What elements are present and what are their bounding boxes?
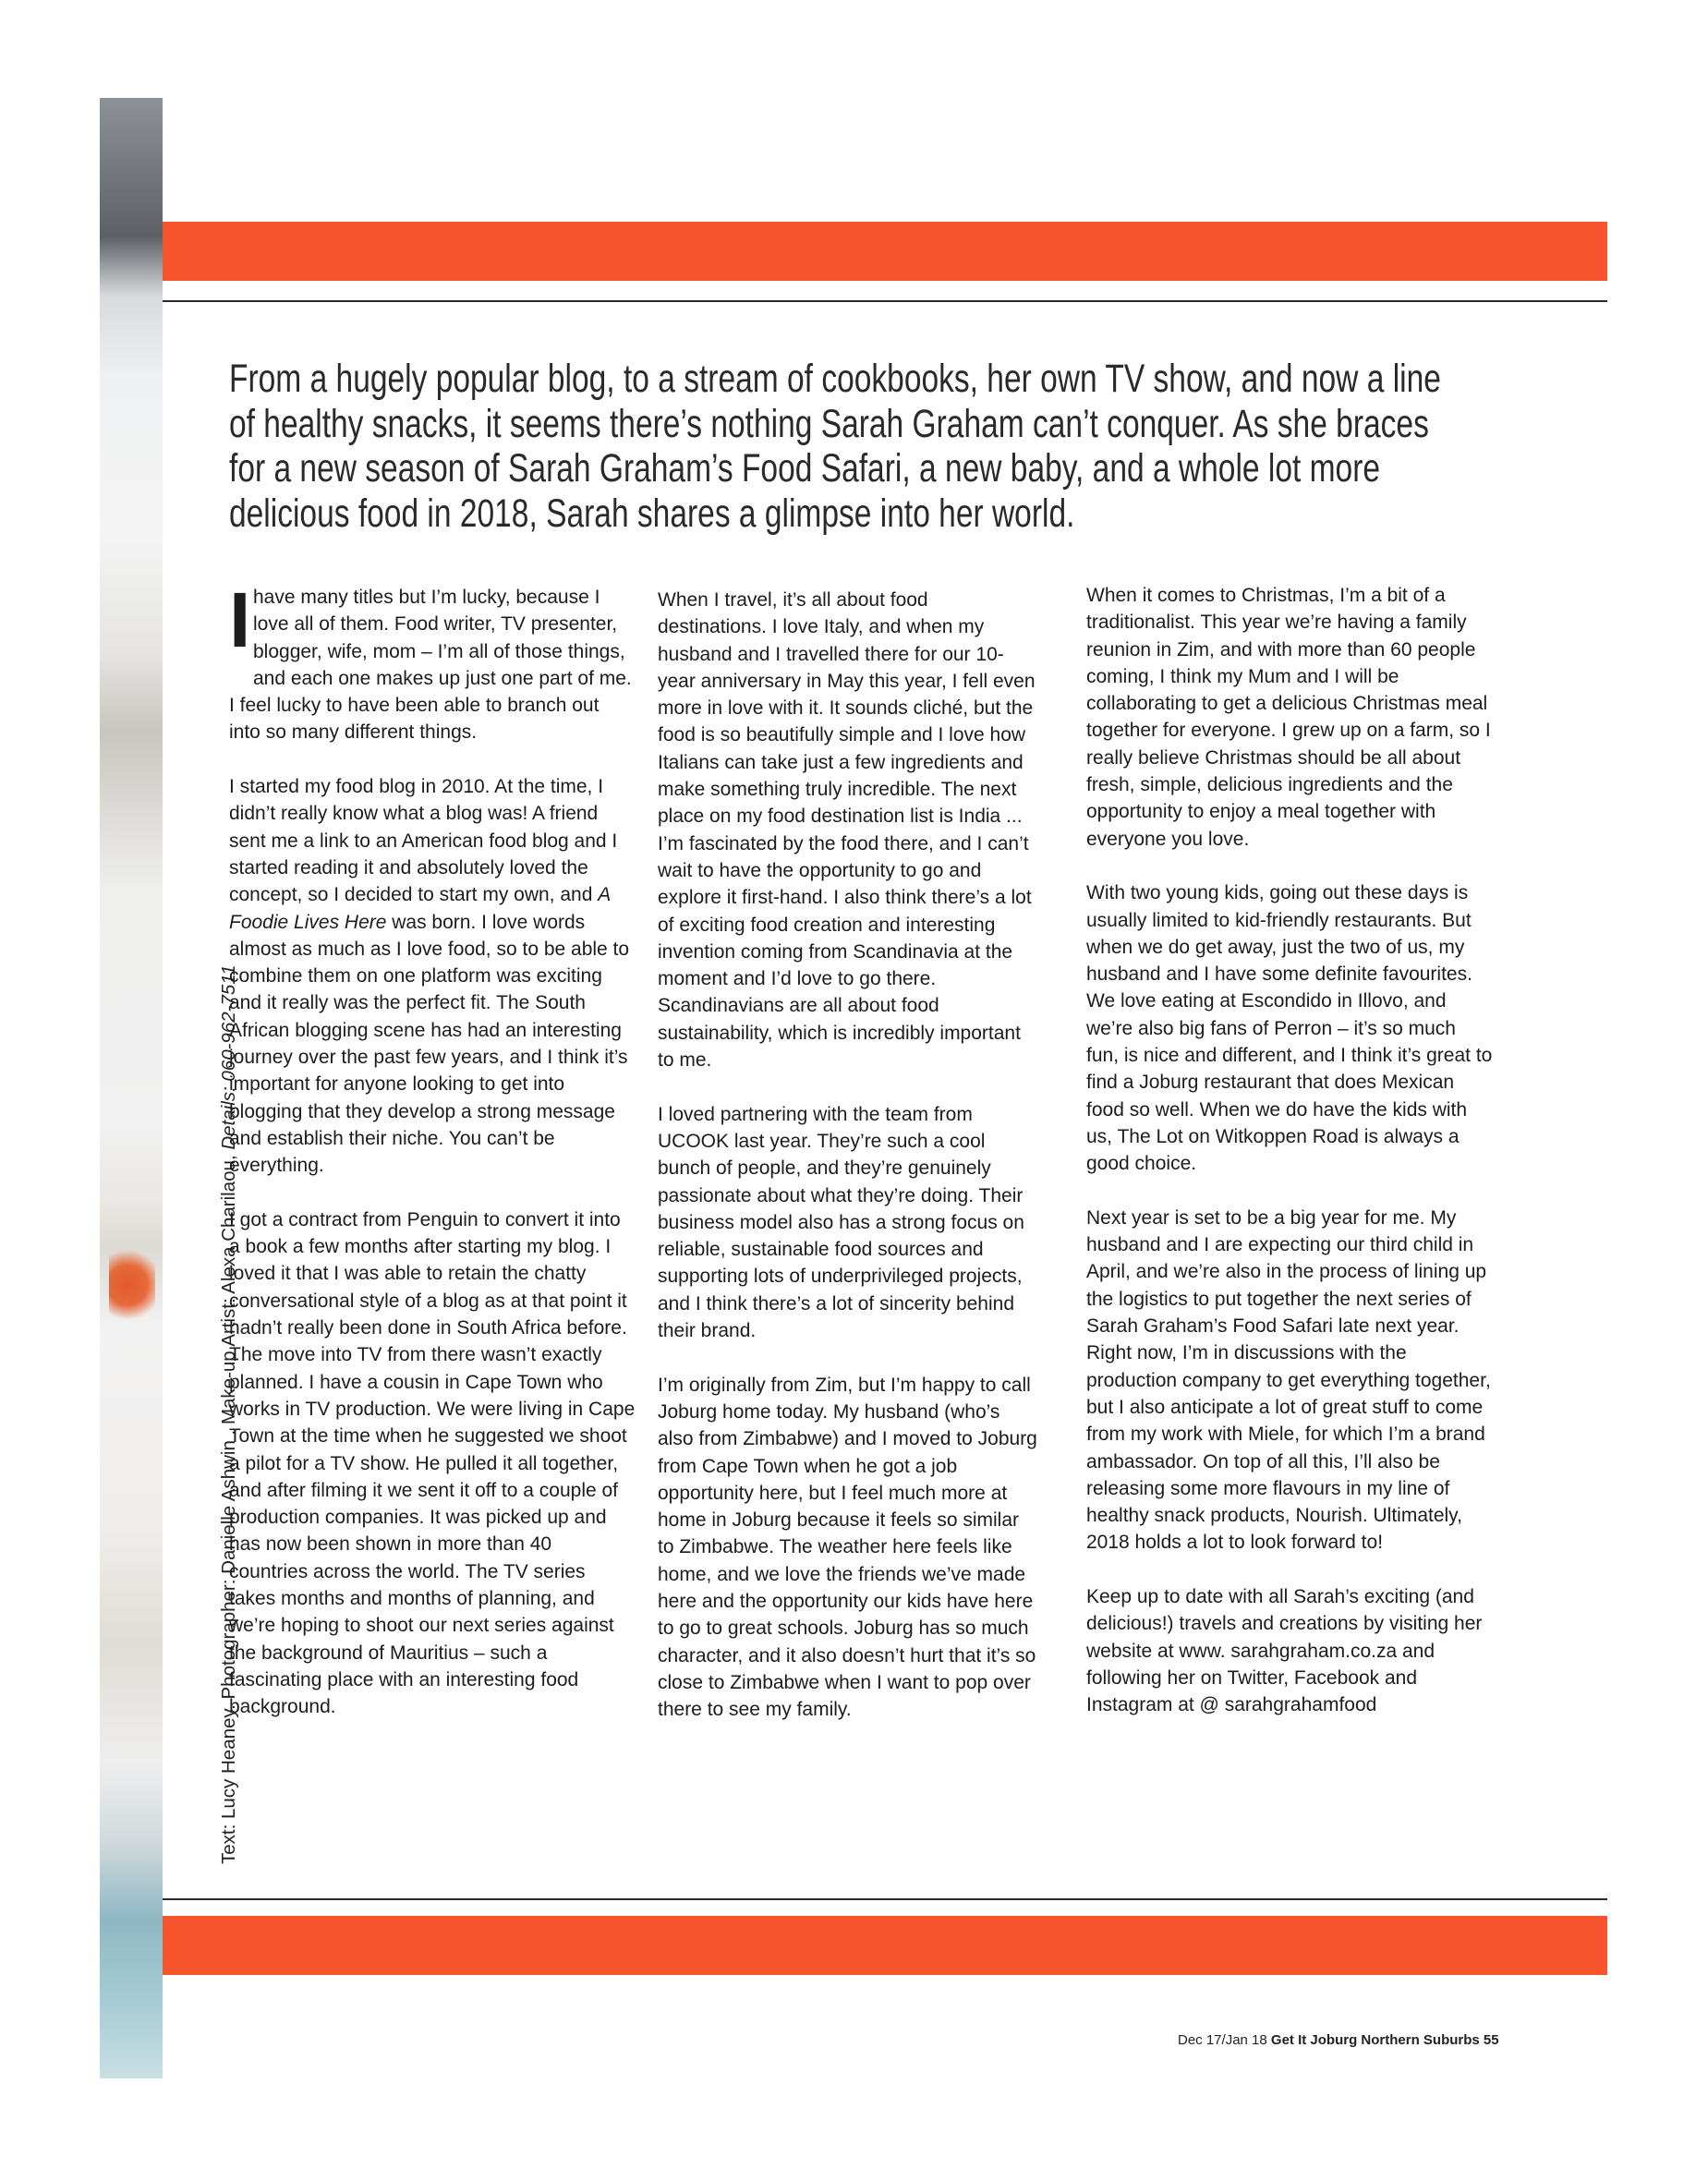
paragraph xyxy=(229,773,636,1179)
blog-title: A Foodie Lives Here xyxy=(229,884,611,933)
intro-standfirst: From a hugely popular blog, to a stream of cookbooks, her own TV show, and now a line of healthy snacks, it seems there’s nothing Sarah Graham can’t conquer. As she braces for a new season of Sarah Graham’s Food Safari, a new baby, and a whole lot more delicious food in 2018, Sarah shares a glimpse into her world. xyxy=(229,357,1441,536)
bottom-rule xyxy=(163,1898,1607,1900)
paragraph-text: have many titles but I’m lucky, because I love all of them. Food writer, TV presenter, blogger, wife, mom – I’m all of those things, and each one makes up just one part of me. I feel lucky to have been able to branch out into so many different things. xyxy=(229,587,632,744)
credit-text: Text: Lucy Heaney. Photographer: Danielle Ashwin . Make-up Artist: Alexa Charilaou, xyxy=(218,1155,239,1864)
credit-details: Details: 060-962-7511 xyxy=(218,964,239,1150)
paragraph-text: I started my food blog in 2010. At the time, I didn’t really know what a blog was! A friend sent me a link to an American food blog and I started reading it and absolutely loved the concept, so I decided to start my own, and xyxy=(229,776,618,906)
paragraph: Next year is set to be a big year for me. My husband and I are expecting our third child in April, and we’re also in the process of lining up the logistics to put together the next series of Sarah Graham’s Food Safari late next year. Right now, I’m in discussions with the production company to get everything together, but I also anticipate a lot of great stuff to come from my work with Miele, for which I’m a brand ambassador. On top of all this, I’ll also be releasing some more flavours in my line of healthy snack products, Nourish. Ultimately, 2018 holds a lot to look forward to! xyxy=(1086,1206,1491,1554)
page-footer xyxy=(1178,2032,1499,2048)
column-1 xyxy=(229,576,636,1748)
top-rule xyxy=(163,300,1607,302)
column-2 xyxy=(658,587,1038,1751)
paragraph: I loved partnering with the team from UCOOK last year. They’re such a cool bunch of people, and they’re genuinely passionate about what they’re doing. Their business model also has a strong focus on reliable, sustainable food sources and supporting lots of underprivileged projects, and I think there’s a lot of sincerity behind their brand. xyxy=(658,1103,1024,1342)
paragraph: When it comes to Christmas, I’m a bit of a traditionalist. This year we’re having a family reunion in Zim, and with more than 60 people coming, I think my Mum and I will be collaborating to get a delicious Christmas meal together for everyone. I grew up on a farm, so I really believe Christmas should be all about fresh, simple, delicious ingredients and the opportunity to enjoy a meal together with everyone you love. xyxy=(1086,585,1491,850)
paragraph: When I travel, it’s all about food destinations. I love Italy, and when my husband and I travelled there for our 10-year anniversary in May this year, I fell even more in love with it. It sounds cliché, but the food is so beautifully simple and I love how Italians can take just a few ingredients and make something truly incredible. The next place on my food destination list is India ... I’m fascinated by the food there, and I can’t wait to have the opportunity to go and explore it first-hand. I also think there’s a lot of exciting food creation and interesting invention coming from Scandinavia at the moment and I’d love to go there. Scandinavians are all about food sustainability, which is incredibly important to me. xyxy=(658,589,1036,1072)
paragraph: With two young kids, going out these days is usually limited to kid-friendly restaurants. But when we do get away, just the two of us, my husband and I have some definite favourites. We love eating at Escondido in Illovo, and we’re also big fans of Perron – it’s so much fun, is nice and different, and I think it’s great to find a Joburg restaurant that does Mexican food so well. When we do have the kids with us, The Lot on Witkoppen Road is always a good choice. xyxy=(1086,882,1493,1175)
photo-accent xyxy=(109,1243,155,1327)
paragraph xyxy=(229,576,636,746)
paragraph: I got a contract from Penguin to convert it into a book a few months after starting my blog. I loved it that I was able to retain the chatty conversational style of a blog as at that point it hadn’t really been done in South Africa before. The move into TV from there wasn’t exactly planned. I have a cousin in Cape Town who works in TV production. We were living in Cape Town at the time when he suggested we shoot a pilot for a TV show. He pulled it all together, and after filming it we sent it off to a couple of production companies. It was picked up and has now been shown in more than 40 countries across the world. The TV series takes months and months of planning, and we’re hoping to shoot our next series against the background of Mauritius – such a fascinating place with an interesting food background. xyxy=(229,1208,636,1718)
paragraph-text: was born. I love words almost as much as I love food, so to be able to combine them on one platform was exciting and it really was the perfect fit. The South African blogging scene has had an interesting journey over the past few years, and I think it’s important for anyone looking to get into blogging that they develop a strong message and establish their niche. You can’t be everything. xyxy=(229,911,630,1177)
footer-publication: Get It Joburg Northern Suburbs xyxy=(1270,2032,1480,2048)
page-number: 55 xyxy=(1483,2032,1499,2048)
column-3 xyxy=(1086,582,1493,1746)
paragraph: I’m originally from Zim, but I’m happy to call Joburg home today. My husband (who’s also from Zimbabwe) and I moved to Joburg from Cape Town when he got a job opportunity here, but I feel much more at home in Joburg because it feels so similar to Zimbabwe. The weather here feels like home, and we love the friends we’ve made here and the opportunity our kids have here to go to great schools. Joburg has so much character, and it also doesn’t hurt that it’s so close to Zimbabwe when I want to pop over there to see my family. xyxy=(658,1374,1037,1721)
drop-cap: I xyxy=(229,576,251,663)
footer-issue: Dec 17/Jan 18 xyxy=(1178,2032,1267,2048)
paragraph: Keep up to date with all Sarah’s exciting (and delicious!) travels and creations by visiting her website at www. sarahgraham.co.za and following her on Twitter, Facebook and Instagram at @ sarahgrahamfood xyxy=(1086,1585,1483,1716)
bottom-accent-band xyxy=(163,1916,1607,1975)
side-photo-strip xyxy=(100,98,163,2078)
top-accent-band xyxy=(163,222,1607,281)
